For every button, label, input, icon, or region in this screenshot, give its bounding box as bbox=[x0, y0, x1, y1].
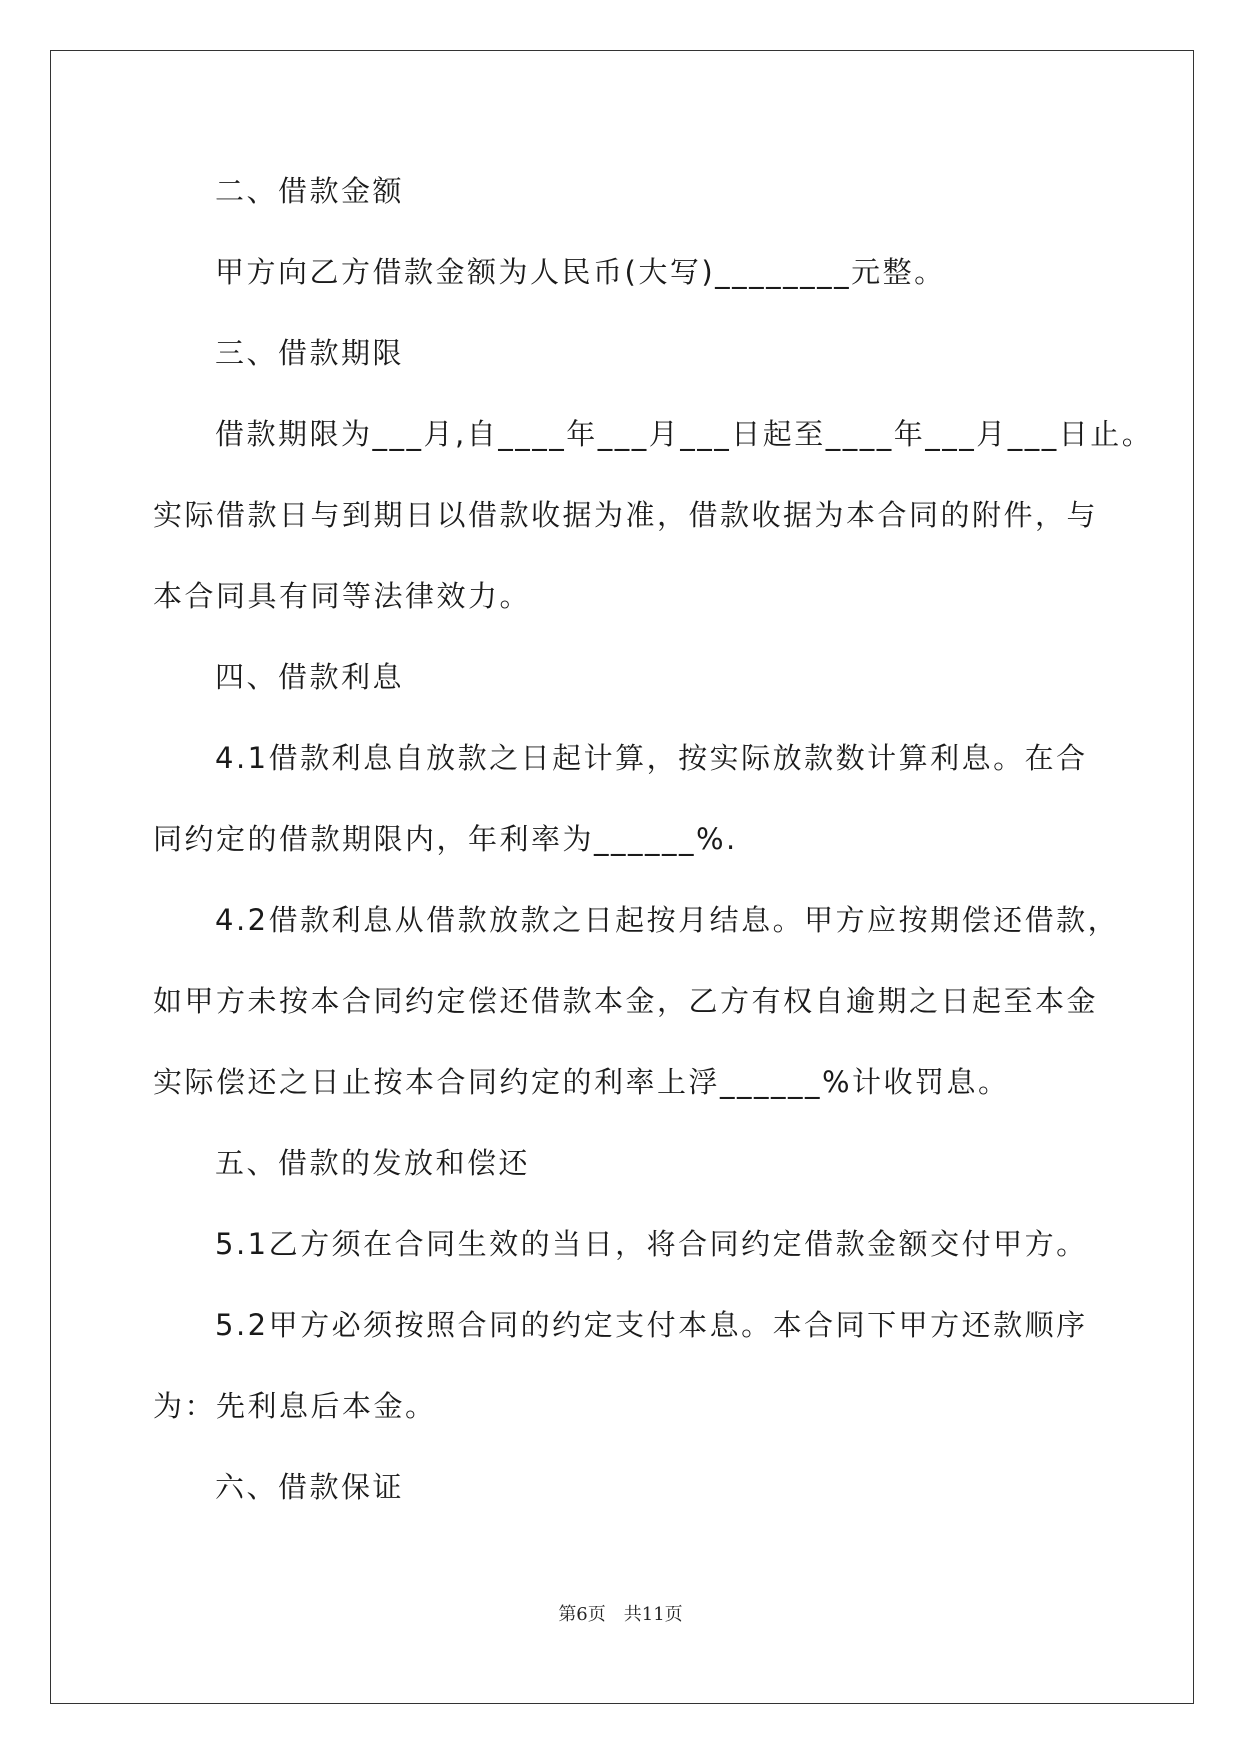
section-heading-loan-term: 三、借款期限 bbox=[215, 336, 405, 370]
paragraph-4-1-line-2: 同约定的借款期限内，年利率为______%. bbox=[153, 822, 738, 856]
section-heading-loan-interest: 四、借款利息 bbox=[215, 660, 405, 694]
paragraph-loan-amount: 甲方向乙方借款金额为人民币(大写)________元整。 bbox=[215, 255, 946, 289]
section-heading-loan-guarantee: 六、借款保证 bbox=[215, 1470, 405, 1504]
paragraph-5-2-line-2: 为：先利息后本金。 bbox=[153, 1389, 437, 1423]
paragraph-loan-term-line-1: 借款期限为___月,自____年___月___日起至____年___月___日止。 bbox=[215, 417, 1154, 451]
paragraph-4-2-line-2: 如甲方未按本合同约定偿还借款本金，乙方有权自逾期之日起至本金 bbox=[153, 984, 1099, 1018]
paragraph-4-2-line-1: 4.2借款利息从借款放款之日起按月结息。甲方应按期偿还借款， bbox=[215, 903, 1120, 937]
paragraph-4-1-line-1: 4.1借款利息自放款之日起计算，按实际放款数计算利息。在合 bbox=[215, 741, 1088, 775]
paragraph-5-1: 5.1乙方须在合同生效的当日，将合同约定借款金额交付甲方。 bbox=[215, 1227, 1088, 1261]
paragraph-loan-term-line-3: 本合同具有同等法律效力。 bbox=[153, 579, 532, 613]
section-heading-disbursement: 五、借款的发放和偿还 bbox=[215, 1146, 531, 1180]
section-heading-loan-amount: 二、借款金额 bbox=[215, 174, 405, 208]
paragraph-5-2-line-1: 5.2甲方必须按照合同的约定支付本息。本合同下甲方还款顺序 bbox=[215, 1308, 1088, 1342]
paragraph-4-2-line-3: 实际偿还之日止按本合同约定的利率上浮______%计收罚息。 bbox=[153, 1065, 1010, 1099]
page-number-footer: 第6页 共11页 bbox=[558, 1604, 683, 1625]
paragraph-loan-term-line-2: 实际借款日与到期日以借款收据为准，借款收据为本合同的附件，与 bbox=[153, 498, 1099, 532]
page-border bbox=[50, 50, 1194, 1704]
